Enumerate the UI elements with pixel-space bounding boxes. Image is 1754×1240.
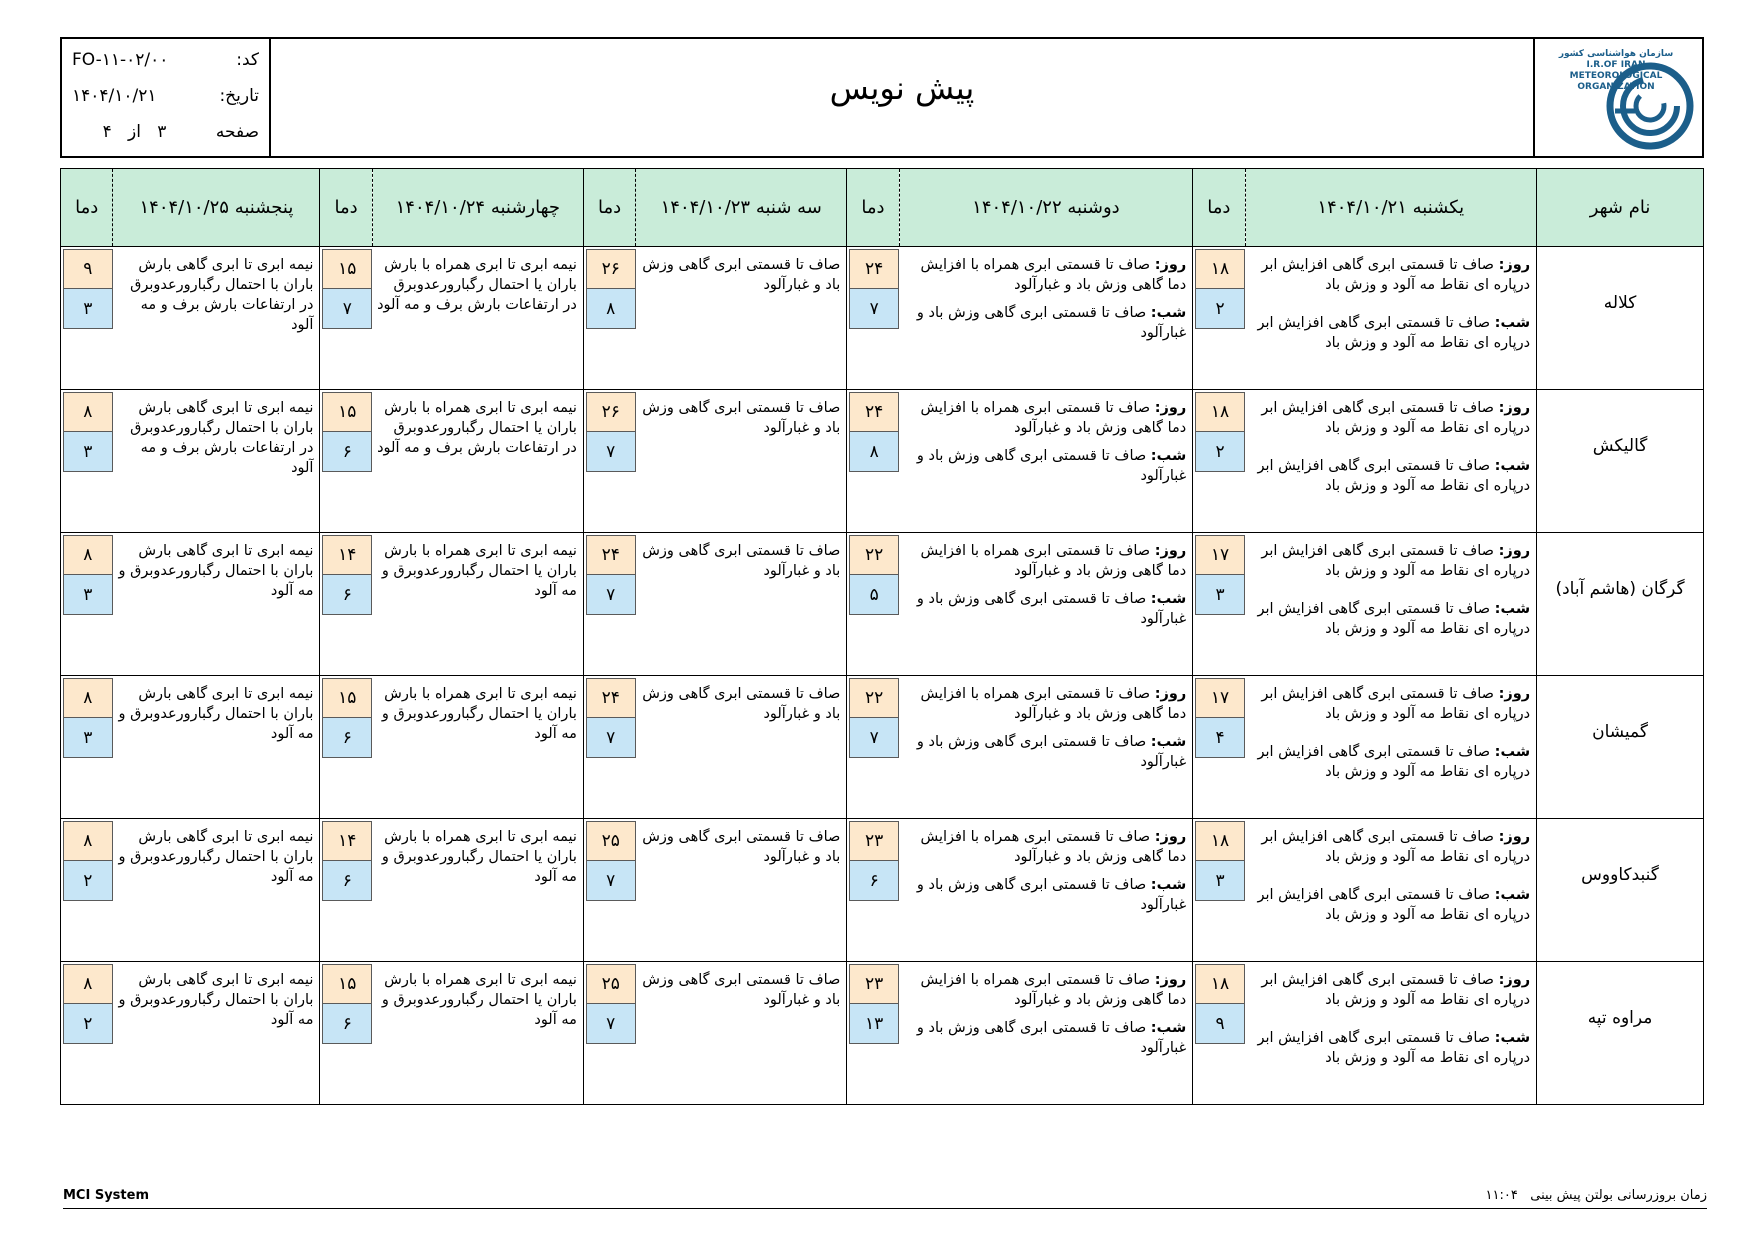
- night-text: صاف تا قسمتی ابری گاهی وزش باد و غبارآلود: [916, 1020, 1187, 1056]
- forecast-day4: نیمه ابری تا ابری همراه با بارش باران یا احتمال رگبارورعدوبرق و مه آلود: [372, 533, 583, 676]
- night-label: شب:: [1150, 1020, 1187, 1036]
- max-temp: ۲۲: [849, 678, 899, 718]
- city-name: گرگان (هاشم آباد): [1537, 533, 1704, 676]
- temp-header-1: دما: [1193, 169, 1245, 247]
- table-row: [61, 962, 1704, 1105]
- max-temp: ۱۸: [1195, 821, 1245, 861]
- min-temp: ۷: [849, 289, 899, 329]
- forecast-day5: نیمه ابری تا ابری گاهی بارش باران با احتمال رگبارورعدوبرق و مه آلود: [113, 676, 320, 819]
- day-text: صاف تا قسمتی ابری همراه با افزایش دما گاهی وزش باد و غبارآلود: [920, 829, 1187, 865]
- temp-day4: [320, 819, 372, 962]
- min-temp: ۷: [586, 432, 636, 472]
- min-temp: ۲: [63, 1004, 113, 1044]
- forecast-day2: [899, 533, 1193, 676]
- update-info: [1486, 1188, 1707, 1203]
- temp-day1: [1193, 247, 1245, 390]
- min-temp: ۳: [1195, 575, 1245, 615]
- page-current: ۳: [157, 122, 167, 142]
- temp-day3: [583, 390, 635, 533]
- city-name: مراوه تپه: [1537, 962, 1704, 1105]
- day-text: صاف تا قسمتی ابری همراه با افزایش دما گاهی وزش باد و غبارآلود: [920, 257, 1187, 293]
- max-temp: ۱۴: [322, 535, 372, 575]
- max-temp: ۲۴: [849, 392, 899, 432]
- city-name: کلاله: [1537, 247, 1704, 390]
- forecast-day1: [1245, 676, 1537, 819]
- day-label: روز:: [1498, 972, 1531, 988]
- min-temp: ۸: [849, 432, 899, 472]
- max-temp: ۲۶: [586, 392, 636, 432]
- footer-divider: [63, 1208, 1707, 1209]
- forecast-day3: صاف تا قسمتی ابری گاهی وزش باد و غبارآلود: [636, 533, 847, 676]
- logo-text-en3: ORGANIZATION: [1577, 82, 1655, 92]
- min-temp: ۶: [322, 861, 372, 901]
- table-row: [61, 819, 1704, 962]
- temp-day3: [583, 676, 635, 819]
- code-value: FO-۱۱-۰۲/۰۰: [72, 50, 169, 70]
- day-text: صاف تا قسمتی ابری همراه با افزایش دما گاهی وزش باد و غبارآلود: [920, 543, 1187, 579]
- temp-day1: [1193, 533, 1245, 676]
- max-temp: ۲۴: [849, 249, 899, 289]
- table-header-row: [61, 169, 1704, 247]
- day-label: روز:: [1154, 257, 1187, 273]
- max-temp: ۱۵: [322, 678, 372, 718]
- night-label: شب:: [1150, 591, 1187, 607]
- min-temp: ۳: [63, 289, 113, 329]
- logo-spiral-icon: [1605, 61, 1695, 151]
- forecast-day4: نیمه ابری تا ابری همراه با بارش باران یا احتمال رگبارورعدوبرق در ارتفاعات بارش برف و مه آلود: [372, 390, 583, 533]
- temp-day4: [320, 533, 372, 676]
- forecast-day5: نیمه ابری تا ابری گاهی بارش باران با احتمال رگبارورعدوبرق و مه آلود: [113, 962, 320, 1105]
- max-temp: ۸: [63, 964, 113, 1004]
- max-temp: ۱۷: [1195, 678, 1245, 718]
- table-row: [61, 533, 1704, 676]
- page-of: از: [128, 122, 141, 142]
- day-text: صاف تا قسمتی ابری گاهی افزایش ابر درپاره ای نقاط مه آلود و وزش باد: [1261, 400, 1531, 436]
- temp-header-3: دما: [583, 169, 635, 247]
- code-row: [72, 45, 259, 75]
- temp-day4: [320, 676, 372, 819]
- forecast-day2: [899, 390, 1193, 533]
- code-label: کد:: [236, 50, 259, 70]
- temp-day2: [847, 533, 899, 676]
- night-text: صاف تا قسمتی ابری گاهی وزش باد و غبارآلود: [916, 448, 1187, 484]
- max-temp: ۲۴: [586, 535, 636, 575]
- max-temp: ۸: [63, 535, 113, 575]
- document-meta: [62, 39, 271, 156]
- day-label: روز:: [1498, 829, 1531, 845]
- max-temp: ۲۵: [586, 821, 636, 861]
- day-label: روز:: [1154, 829, 1187, 845]
- max-temp: ۸: [63, 821, 113, 861]
- night-text: صاف تا قسمتی ابری گاهی افزایش ابر درپاره ای نقاط مه آلود و وزش باد: [1257, 458, 1531, 494]
- temp-day3: [583, 247, 635, 390]
- max-temp: ۱۸: [1195, 392, 1245, 432]
- night-text: صاف تا قسمتی ابری گاهی افزایش ابر درپاره ای نقاط مه آلود و وزش باد: [1257, 744, 1531, 780]
- forecast-day1: [1245, 962, 1537, 1105]
- day-text: صاف تا قسمتی ابری گاهی افزایش ابر درپاره ای نقاط مه آلود و وزش باد: [1261, 686, 1531, 722]
- min-temp: ۴: [1195, 718, 1245, 758]
- date-value: ۱۴۰۴/۱۰/۲۱: [72, 86, 157, 106]
- min-temp: ۶: [322, 1004, 372, 1044]
- min-temp: ۶: [322, 718, 372, 758]
- day-label: روز:: [1498, 686, 1531, 702]
- night-label: شب:: [1494, 315, 1531, 331]
- temp-day3: [583, 962, 635, 1105]
- max-temp: ۱۵: [322, 392, 372, 432]
- min-temp: ۹: [1195, 1004, 1245, 1044]
- night-text: صاف تا قسمتی ابری گاهی افزایش ابر درپاره ای نقاط مه آلود و وزش باد: [1257, 1030, 1531, 1066]
- min-temp: ۲: [1195, 432, 1245, 472]
- city-name: گمیشان: [1537, 676, 1704, 819]
- logo-text-en1: I.R.OF IRAN: [1586, 60, 1646, 70]
- day-label: روز:: [1154, 686, 1187, 702]
- document-header: [60, 37, 1704, 158]
- max-temp: ۲۲: [849, 535, 899, 575]
- max-temp: ۱۵: [322, 249, 372, 289]
- day-text: صاف تا قسمتی ابری همراه با افزایش دما گاهی وزش باد و غبارآلود: [920, 972, 1187, 1008]
- temp-day5: [61, 819, 113, 962]
- night-label: شب:: [1494, 458, 1531, 474]
- temp-day5: [61, 676, 113, 819]
- temp-day1: [1193, 676, 1245, 819]
- max-temp: ۸: [63, 678, 113, 718]
- min-temp: ۶: [849, 861, 899, 901]
- min-temp: ۶: [322, 575, 372, 615]
- temp-day4: [320, 247, 372, 390]
- city-name: گنبدکاووس: [1537, 819, 1704, 962]
- forecast-day2: [899, 819, 1193, 962]
- temp-day4: [320, 390, 372, 533]
- page-label: صفحه: [215, 122, 259, 142]
- temp-header-2: دما: [847, 169, 899, 247]
- temp-day2: [847, 819, 899, 962]
- system-name: MCI System: [63, 1188, 149, 1203]
- min-temp: ۷: [586, 1004, 636, 1044]
- forecast-day3: صاف تا قسمتی ابری گاهی وزش باد و غبارآلود: [636, 676, 847, 819]
- max-temp: ۲۶: [586, 249, 636, 289]
- min-temp: ۵: [849, 575, 899, 615]
- page-title: پیش نویس: [829, 68, 975, 107]
- forecast-day4: نیمه ابری تا ابری همراه با بارش باران یا احتمال رگبارورعدوبرق و مه آلود: [372, 819, 583, 962]
- temp-day3: [583, 533, 635, 676]
- night-label: شب:: [1150, 448, 1187, 464]
- logo-text-en2: METEOROLOGICAL: [1569, 71, 1663, 81]
- forecast-day4: نیمه ابری تا ابری همراه با بارش باران یا احتمال رگبارورعدوبرق و مه آلود: [372, 676, 583, 819]
- city-header: نام شهر: [1537, 169, 1704, 247]
- day-text: صاف تا قسمتی ابری همراه با افزایش دما گاهی وزش باد و غبارآلود: [920, 686, 1187, 722]
- min-temp: ۸: [586, 289, 636, 329]
- forecast-day4: نیمه ابری تا ابری همراه با بارش باران یا احتمال رگبارورعدوبرق و مه آلود: [372, 962, 583, 1105]
- temp-day5: [61, 533, 113, 676]
- page-total: ۴: [102, 122, 112, 142]
- temp-header-5: دما: [61, 169, 113, 247]
- forecast-day2: [899, 676, 1193, 819]
- day-header-5: پنجشنبه ۱۴۰۴/۱۰/۲۵: [113, 169, 320, 247]
- day-header-4: چهارشنبه ۱۴۰۴/۱۰/۲۴: [372, 169, 583, 247]
- max-temp: ۲۳: [849, 964, 899, 1004]
- night-label: شب:: [1494, 601, 1531, 617]
- night-label: شب:: [1494, 887, 1531, 903]
- day-text: صاف تا قسمتی ابری گاهی افزایش ابر درپاره ای نقاط مه آلود و وزش باد: [1261, 829, 1531, 865]
- temp-day4: [320, 962, 372, 1105]
- temp-day2: [847, 390, 899, 533]
- temp-day1: [1193, 962, 1245, 1105]
- day-label: روز:: [1154, 972, 1187, 988]
- day-text: صاف تا قسمتی ابری گاهی افزایش ابر درپاره ای نقاط مه آلود و وزش باد: [1261, 972, 1531, 1008]
- temp-day2: [847, 676, 899, 819]
- max-temp: ۲۵: [586, 964, 636, 1004]
- temp-day5: [61, 962, 113, 1105]
- max-temp: ۲۳: [849, 821, 899, 861]
- forecast-day3: صاف تا قسمتی ابری گاهی وزش باد و غبارآلود: [636, 962, 847, 1105]
- date-row: [72, 81, 259, 111]
- min-temp: ۷: [586, 861, 636, 901]
- night-label: شب:: [1150, 305, 1187, 321]
- temp-day1: [1193, 819, 1245, 962]
- update-label: زمان بروزرسانی بولتن پیش بینی: [1530, 1188, 1707, 1203]
- day-text: صاف تا قسمتی ابری گاهی افزایش ابر درپاره ای نقاط مه آلود و وزش باد: [1261, 257, 1531, 293]
- night-label: شب:: [1494, 744, 1531, 760]
- forecast-day3: صاف تا قسمتی ابری گاهی وزش باد و غبارآلود: [636, 390, 847, 533]
- date-label: تاریخ:: [219, 86, 259, 106]
- forecast-day1: [1245, 819, 1537, 962]
- temp-day5: [61, 390, 113, 533]
- table-row: [61, 390, 1704, 533]
- min-temp: ۷: [849, 718, 899, 758]
- page-row: [72, 117, 259, 147]
- forecast-day2: [899, 247, 1193, 390]
- night-label: شب:: [1150, 877, 1187, 893]
- max-temp: ۱۵: [322, 964, 372, 1004]
- page-indicator: [72, 117, 197, 147]
- min-temp: ۲: [63, 861, 113, 901]
- organization-logo: [1533, 39, 1702, 156]
- temp-day2: [847, 962, 899, 1105]
- min-temp: ۳: [63, 575, 113, 615]
- min-temp: ۳: [1195, 861, 1245, 901]
- max-temp: ۲۴: [586, 678, 636, 718]
- table-row: [61, 247, 1704, 390]
- update-time: ۱۱:۰۴: [1485, 1188, 1518, 1203]
- table-row: [61, 676, 1704, 819]
- min-temp: ۷: [586, 718, 636, 758]
- forecast-table: [60, 168, 1704, 1105]
- forecast-day5: نیمه ابری تا ابری گاهی بارش باران با احتمال رگبارورعدوبرق و مه آلود: [113, 533, 320, 676]
- forecast-day5: نیمه ابری تا ابری گاهی بارش باران با احتمال رگبارورعدوبرق و مه آلود: [113, 819, 320, 962]
- day-label: روز:: [1154, 543, 1187, 559]
- day-text: صاف تا قسمتی ابری همراه با افزایش دما گاهی وزش باد و غبارآلود: [920, 400, 1187, 436]
- day-label: روز:: [1498, 400, 1531, 416]
- day-text: صاف تا قسمتی ابری گاهی افزایش ابر درپاره ای نقاط مه آلود و وزش باد: [1261, 543, 1531, 579]
- night-label: شب:: [1150, 734, 1187, 750]
- forecast-day4: نیمه ابری تا ابری همراه با بارش باران یا احتمال رگبارورعدوبرق در ارتفاعات بارش برف و مه آلود: [372, 247, 583, 390]
- forecast-day3: صاف تا قسمتی ابری گاهی وزش باد و غبارآلود: [636, 247, 847, 390]
- forecast-day1: [1245, 247, 1537, 390]
- day-header-3: سه شنبه ۱۴۰۴/۱۰/۲۳: [636, 169, 847, 247]
- max-temp: ۱۸: [1195, 249, 1245, 289]
- forecast-day3: صاف تا قسمتی ابری گاهی وزش باد و غبارآلود: [636, 819, 847, 962]
- day-label: روز:: [1154, 400, 1187, 416]
- night-text: صاف تا قسمتی ابری گاهی افزایش ابر درپاره ای نقاط مه آلود و وزش باد: [1257, 315, 1531, 351]
- max-temp: ۸: [63, 392, 113, 432]
- day-label: روز:: [1498, 543, 1531, 559]
- forecast-day5: نیمه ابری تا ابری گاهی بارش باران با احتمال رگبارورعدوبرق در ارتفاعات بارش برف و مه آلود: [113, 390, 320, 533]
- night-text: صاف تا قسمتی ابری گاهی وزش باد و غبارآلود: [916, 305, 1187, 341]
- forecast-day1: [1245, 390, 1537, 533]
- max-temp: ۹: [63, 249, 113, 289]
- day-header-1: یکشنبه ۱۴۰۴/۱۰/۲۱: [1245, 169, 1537, 247]
- day-header-2: دوشنبه ۱۴۰۴/۱۰/۲۲: [899, 169, 1193, 247]
- night-label: شب:: [1494, 1030, 1531, 1046]
- min-temp: ۷: [586, 575, 636, 615]
- min-temp: ۶: [322, 432, 372, 472]
- temp-day3: [583, 819, 635, 962]
- forecast-day5: نیمه ابری تا ابری گاهی بارش باران با احتمال رگبارورعدوبرق در ارتفاعات بارش برف و مه آلود: [113, 247, 320, 390]
- temp-day1: [1193, 390, 1245, 533]
- min-temp: ۲: [1195, 289, 1245, 329]
- logo-text-fa: سازمان هواشناسی کشور: [1558, 49, 1674, 59]
- night-text: صاف تا قسمتی ابری گاهی وزش باد و غبارآلود: [916, 591, 1187, 627]
- night-text: صاف تا قسمتی ابری گاهی وزش باد و غبارآلود: [916, 877, 1187, 913]
- temp-day5: [61, 247, 113, 390]
- max-temp: ۱۸: [1195, 964, 1245, 1004]
- min-temp: ۳: [63, 718, 113, 758]
- max-temp: ۱۷: [1195, 535, 1245, 575]
- forecast-day2: [899, 962, 1193, 1105]
- day-label: روز:: [1498, 257, 1531, 273]
- min-temp: ۳: [63, 432, 113, 472]
- min-temp: ۱۳: [849, 1004, 899, 1044]
- night-text: صاف تا قسمتی ابری گاهی افزایش ابر درپاره ای نقاط مه آلود و وزش باد: [1257, 601, 1531, 637]
- temp-day2: [847, 247, 899, 390]
- night-text: صاف تا قسمتی ابری گاهی وزش باد و غبارآلود: [916, 734, 1187, 770]
- night-text: صاف تا قسمتی ابری گاهی افزایش ابر درپاره ای نقاط مه آلود و وزش باد: [1257, 887, 1531, 923]
- min-temp: ۷: [322, 289, 372, 329]
- forecast-day1: [1245, 533, 1537, 676]
- temp-header-4: دما: [320, 169, 372, 247]
- max-temp: ۱۴: [322, 821, 372, 861]
- city-name: گالیکش: [1537, 390, 1704, 533]
